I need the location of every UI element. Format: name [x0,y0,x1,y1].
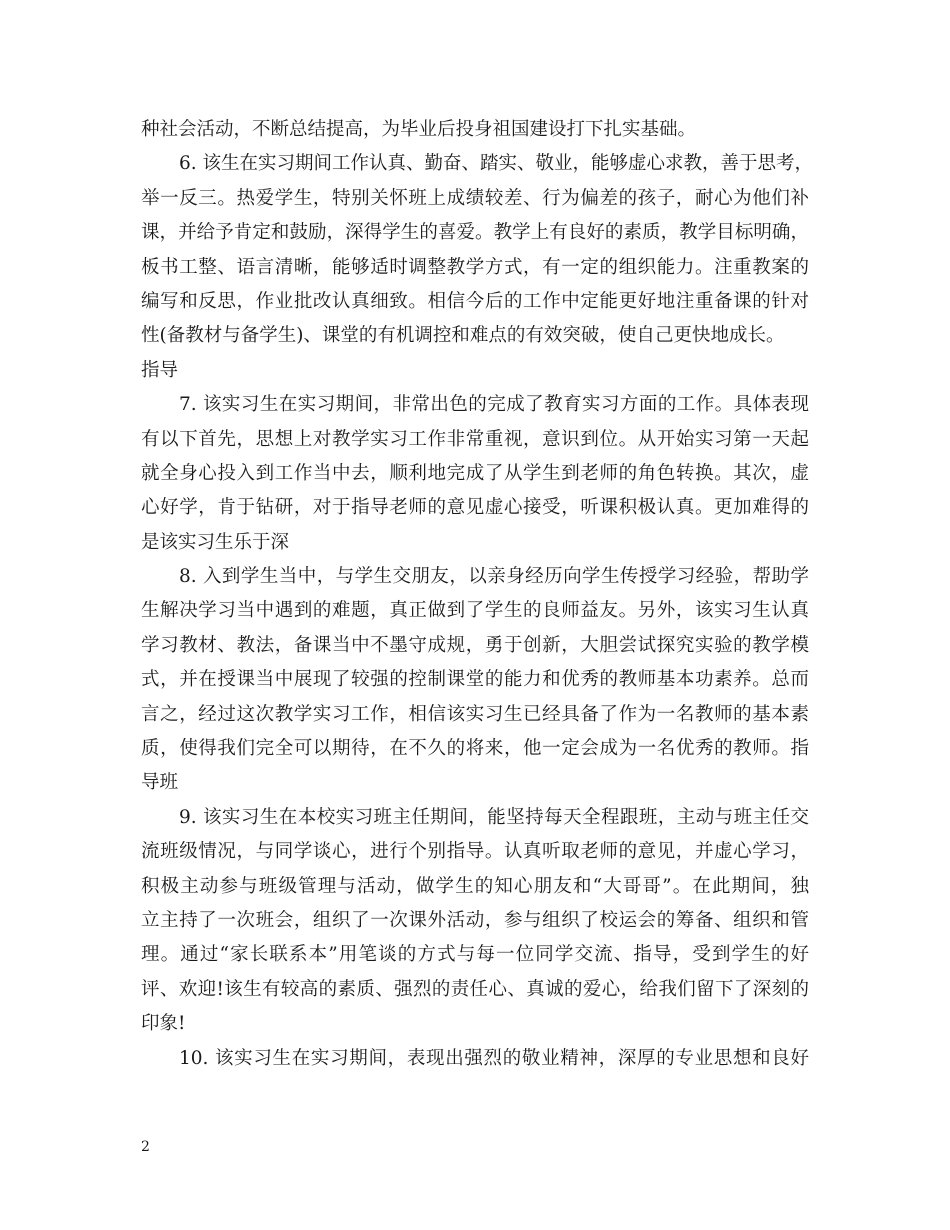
text-line: 立主持了一次班会，组织了一次课外活动，参与组织了校运会的筹备、组织和管 [141,909,809,931]
text-line: 举一反三。热爱学生，特别关怀班上成绩较差、行为偏差的孩子，耐心为他们补 [141,187,809,209]
text-line: 质，使得我们完全可以期待，在不久的将来，他一定会成为一名优秀的教师。指 [141,738,809,760]
text-line: 是该实习生乐于深 [141,531,290,553]
text-line: 课，并给予肯定和鼓励，深得学生的喜爱。教学上有良好的素质，教学目标明确， [141,222,809,244]
text-line: 10. 该实习生在实习期间，表现出强烈的敬业精神，深厚的专业思想和良好 [179,1047,809,1069]
text-line: 指导 [141,359,179,381]
text-line: 就全身心投入到工作当中去，顺利地完成了从学生到老师的角色转换。其次，虚 [141,462,809,484]
text-line: 6. 该生在实习期间工作认真、勤奋、踏实、敬业，能够虚心求教，善于思考， [179,153,814,175]
text-line: 导班 [141,772,179,794]
text-line: 流班级情况，与同学谈心，进行个别指导。认真听取老师的意见，并虚心学习， [141,841,809,863]
text-line: 性(备教材与备学生)、课堂的有机调控和难点的有效突破，使自己更快地成长。 [141,325,785,347]
text-line: 学习教材、教法，备课当中不墨守成规，勇于创新，大胆尝试探究实验的教学模 [141,634,809,656]
document-body [141,113,814,1076]
text-line: 心好学，肯于钻研，对于指导老师的意见虚心接受，听课积极认真。更加难得的 [141,497,809,519]
text-line: 积极主动参与班级管理与活动，做学生的知心朋友和“大哥哥”。在此期间，独 [141,875,809,897]
text-line: 有以下首先，思想上对教学实习工作非常重视，意识到位。从开始实习第一天起 [141,428,809,450]
text-line: 种社会活动，不断总结提高，为毕业后投身祖国建设打下扎实基础。 [141,119,697,140]
text-line: 印象! [141,1013,186,1035]
text-line: 评、欢迎!该生有较高的素质、强烈的责任心、真诚的爱心，给我们留下了深刻的 [141,978,809,1000]
text-line: 理。通过“家长联系本”用笔谈的方式与每一位同学交流、指导，受到学生的好 [141,944,809,966]
text-line: 9. 该实习生在本校实习班主任期间，能坚持每天全程跟班，主动与班主任交 [179,806,809,828]
text-line: 言之，经过这次教学实习工作，相信该实习生已经具备了作为一名教师的基本素 [141,703,809,725]
text-line: 编写和反思，作业批改认真细致。相信今后的工作中定能更好地注重备课的针对 [141,290,809,312]
text-line: 板书工整、语言清晰，能够适时调整教学方式，有一定的组织能力。注重教案的 [141,256,809,278]
text-line: 生解决学习当中遇到的难题，真正做到了学生的良师益友。另外，该实习生认真 [141,600,809,622]
page-number: 2 [141,1139,150,1155]
text-line: 8. 入到学生当中，与学生交朋友，以亲身经历向学生传授学习经验，帮助学 [179,566,809,588]
text-line: 式，并在授课当中展现了较强的控制课堂的能力和优秀的教师基本功素养。总而 [141,669,809,691]
text-line: 7. 该实习生在实习期间，非常出色的完成了教育实习方面的工作。具体表现 [179,394,809,416]
